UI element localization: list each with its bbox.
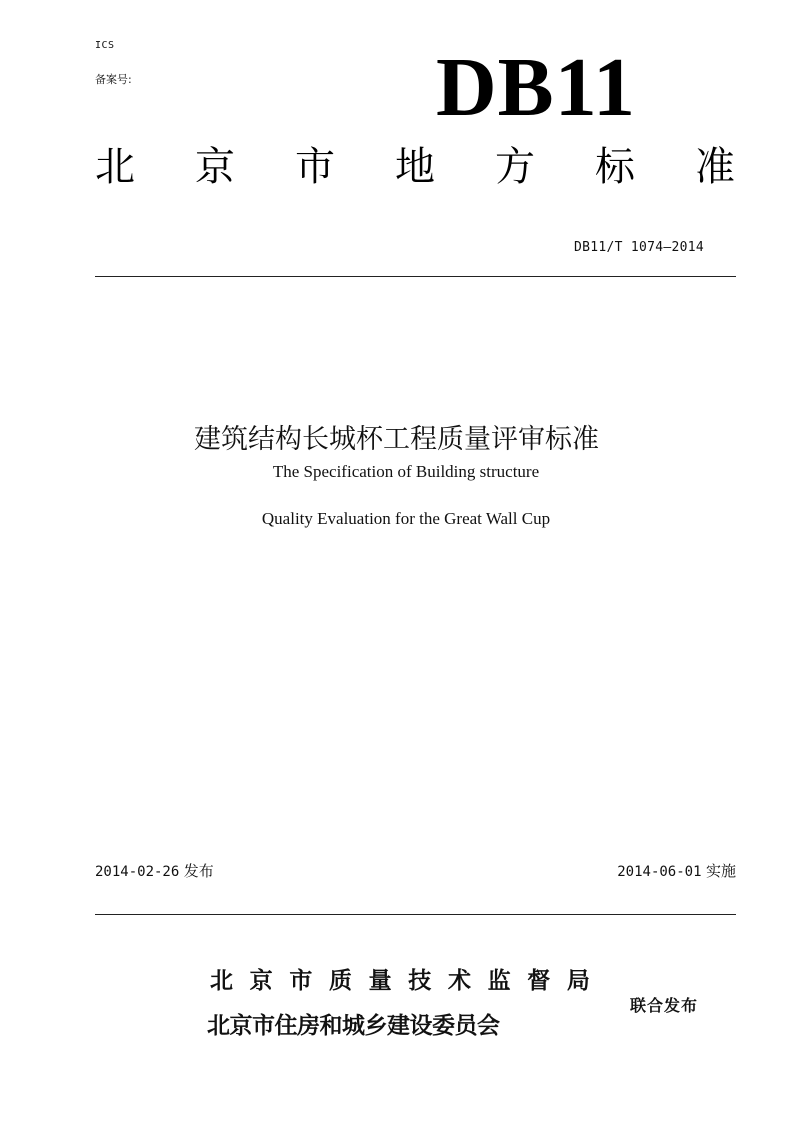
issuer-char: 监 [487,968,511,994]
issuer-char: 北 [210,968,233,994]
standard-type-char: 北 [95,144,135,190]
top-divider [95,276,736,277]
document-title-chinese: 建筑结构长城杯工程质量评审标准 [194,424,599,455]
implement-date-block [617,860,736,881]
db11-logo: DB11 [436,41,637,134]
issuer-char: 质 [328,968,352,994]
issuer-char: 市 [289,968,313,994]
implement-date: 2014-06-01 [617,864,702,880]
document-title-english-line-2: Quality Evaluation for the Great Wall Cup [261,509,551,528]
standard-type-char: 标 [595,144,635,190]
issuer-char: 技 [408,968,432,994]
bottom-divider [95,914,736,915]
ics-label: ICS [95,40,115,51]
standard-number: DB11/T 1074—2014 [573,240,704,255]
standard-type-char: 方 [495,144,535,190]
issuer-char: 京 [249,968,273,994]
standard-type-char: 市 [295,144,335,190]
issue-date: 2014-02-26 [95,864,180,880]
document-title-english-line-1: The Specification of Building structure [272,462,540,481]
issuer-char: 局 [566,968,590,994]
standard-type-char: 地 [395,144,435,190]
issuer-char: 督 [527,968,551,994]
issuer-char: 术 [447,968,471,994]
issuer-housing-commission: 北京市住房和城乡建设委员会 [207,1013,500,1039]
standard-type-char: 准 [695,144,735,190]
issuer-quality-bureau [210,963,590,999]
issuer-char: 量 [368,968,392,994]
joint-issue-label: 联合发布 [630,996,699,1015]
implement-label: 实施 [705,862,736,880]
issue-date-block [95,860,214,881]
standard-type-title [95,144,735,190]
issue-label: 发布 [183,862,214,880]
record-number-label: 备案号: [95,73,132,86]
standard-type-char: 京 [195,144,235,190]
